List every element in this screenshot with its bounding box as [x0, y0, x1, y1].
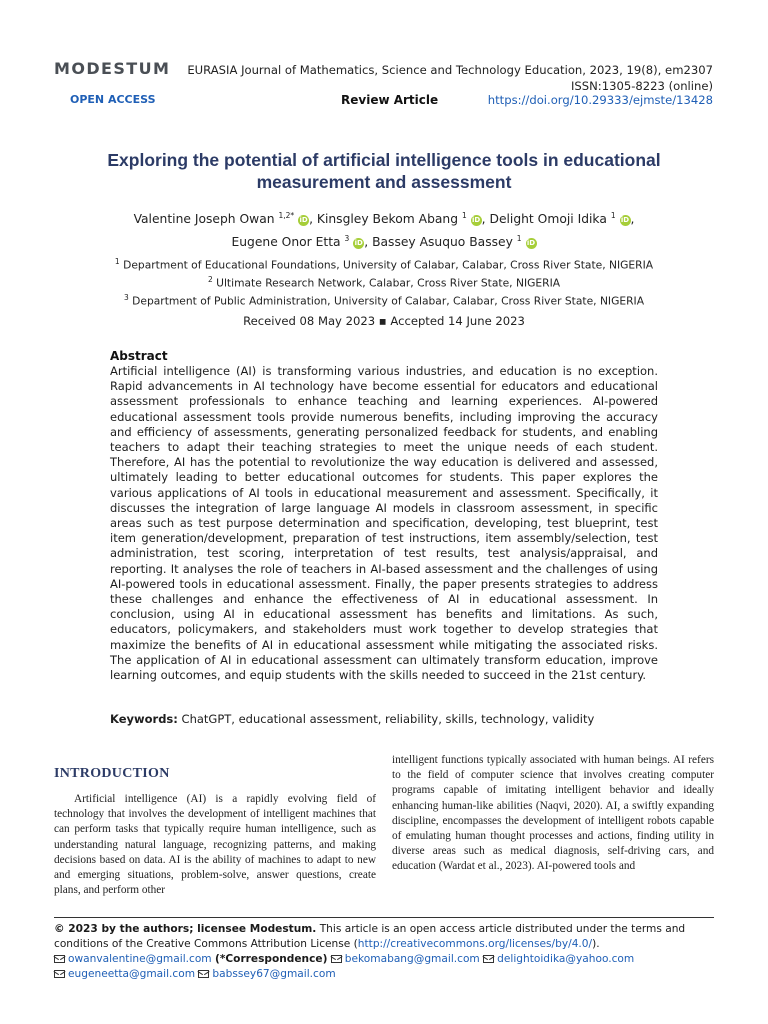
email-icon	[54, 970, 65, 978]
publisher-logo: MODESTUM	[54, 59, 171, 78]
keywords	[110, 712, 658, 726]
email-row	[54, 967, 719, 982]
author-list: Valentine Joseph Owan $^{1,2*}$ iD, Kinsgley Bekom Abang $^1$ iD, Delight Omoji Idika $^1$ iD, Eugene Onor Etta $^3$ iD, Bassey Asuquo Bassey $^1$ iD	[133, 211, 635, 250]
footer-divider	[54, 917, 714, 918]
body-text-left-column: Artificial intelligence (AI) is a rapidly evolving field of technology that involves the development of intelligent machines that can perform tasks that typically require human intelligence, such as understanding natural language, recognizing patterns, and making decisions based on data. AI is the ability of machines to adapt to new and emerging situations, problem-solve, answer questions, create plans, and perform other	[54, 793, 376, 897]
footer	[54, 922, 719, 982]
abstract-text: Artificial intelligence (AI) is transforming various industries, and education is no exception. Rapid advancements in AI technology have become essential for educators and educational assessment professionals to enhance teaching and learning experiences. AI-powered educational assessment tools provide numerous benefits, including improving the accuracy and efficiency of assessments, generating personalized feedback for students, and enabling teachers to adapt their teaching strategies to meet the unique needs of each student. Therefore, AI has the potential to revolutionize the way education is delivered and assessed, ultimately leading to better educational outcomes for students. This paper explores the various applications of AI tools in educational measurement and assessment. Specifically, it discusses the integration of large language AI models in classroom assessment, in specific areas such as test purpose determination and specification, developing, test blueprint, test item generation/development, preparation of test instructions, item assembly/selection, test administration, test scoring, interpretation of test results, test analysis/appraisal, and reporting. It analyses the role of teachers in AI-based assessment and the challenges of using AI-powered tools in educational assessment. Finally, the paper presents strategies to address these challenges and enhance the effectiveness of AI in educational assessment. In conclusion, using AI in educational assessment has benefits and limitations. As such, educators, policymakers, and stakeholders must work together to develop strategies that maximize the benefits of AI in educational assessment while mitigating the associated risks. The application of AI in educational assessment can ultimately transform education, improve learning outcomes, and equip students with the skills needed to succeed in the 21st century.	[110, 364, 658, 683]
email-link[interactable]: bekomabang@gmail.com	[344, 953, 480, 965]
email-link[interactable]: babssey67@gmail.com	[212, 968, 336, 980]
article-type: Review Article	[341, 93, 439, 107]
open-access-label: OPEN ACCESS	[70, 93, 156, 106]
affiliation: $^1$ Department of Educational Foundations, University of Calabar, Calabar, Cross River State, NIGERIA	[114, 257, 654, 272]
email-row	[54, 952, 719, 967]
journal-issn: ISSN:1305-8223 (online)	[570, 79, 713, 93]
author[interactable]: Delight Omoji Idika $^1$	[489, 211, 616, 227]
publication-dates: Received 08 May 2023 ▪ Accepted 14 June 2023	[243, 314, 525, 328]
orcid-icon[interactable]: iD	[354, 239, 363, 248]
email-icon	[483, 955, 494, 963]
license-link[interactable]: http://creativecommons.org/licenses/by/4.0/	[357, 938, 593, 950]
affiliation: $^3$ Department of Public Administration, University of Calabar, Calabar, Cross River State, NIGERIA	[123, 293, 645, 308]
email-icon	[198, 970, 209, 978]
doi-link[interactable]: https://doi.org/10.29333/ejmste/13428	[487, 93, 713, 107]
keywords-label: Keywords:	[110, 712, 178, 726]
email-icon	[54, 955, 65, 963]
author[interactable]: Kinsgley Bekom Abang $^1$	[316, 211, 467, 227]
paper-title: Exploring the potential of artificial intelligence tools in educational measurement and assessment	[107, 150, 661, 192]
email-link[interactable]: owanvalentine@gmail.com	[68, 953, 212, 965]
orcid-icon[interactable]: iD	[472, 216, 481, 225]
journal-citation: EURASIA Journal of Mathematics, Science and Technology Education, 2023, 19(8), em2307	[187, 63, 713, 77]
copyright-notice: © 2023 by the authors; licensee Modestum. This article is an open access article distributed under the terms and conditions of the Creative Commons Attribution License (http://creativecommons.org/licenses/by/4.0/).	[54, 923, 686, 950]
affiliation: $^2$ Ultimate Research Network, Calabar, Cross River State, NIGERIA	[207, 275, 561, 290]
section-heading-introduction: INTRODUCTION	[54, 766, 170, 781]
correspondence-note: (*Correspondence)	[215, 953, 328, 965]
author[interactable]: Eugene Onor Etta $^3$	[231, 234, 350, 250]
author[interactable]: Valentine Joseph Owan $^{1,2*}$	[133, 211, 295, 227]
body-text-right-column: intelligent functions typically associated with human beings. AI refers to the field of computer science that involves creating computer programs capable of imitating intelligent behavior and ideally enhancing human-like abilities (Naqvi, 2020). AI, a swiftly expanding discipline, encompasses the development of intelligent robots capable of emulating human thought processes and actions, finding utility in diverse areas such as medical diagnosis, self-driving cars, and education (Wardat et al., 2023). AI-powered tools and	[392, 754, 714, 873]
email-link[interactable]: delightoidika@yahoo.com	[497, 953, 635, 965]
email-link[interactable]: eugeneetta@gmail.com	[68, 968, 196, 980]
journal-info	[187, 62, 713, 94]
keywords-text: ChatGPT, educational assessment, reliability, skills, technology, validity	[181, 712, 595, 726]
abstract-heading: Abstract	[110, 349, 168, 363]
orcid-icon[interactable]: iD	[526, 239, 536, 248]
orcid-icon[interactable]: iD	[620, 216, 630, 225]
author[interactable]: Bassey Asuquo Bassey $^1$	[372, 234, 522, 250]
orcid-icon[interactable]: iD	[299, 216, 308, 225]
email-icon	[331, 955, 342, 963]
affiliations	[60, 255, 708, 309]
